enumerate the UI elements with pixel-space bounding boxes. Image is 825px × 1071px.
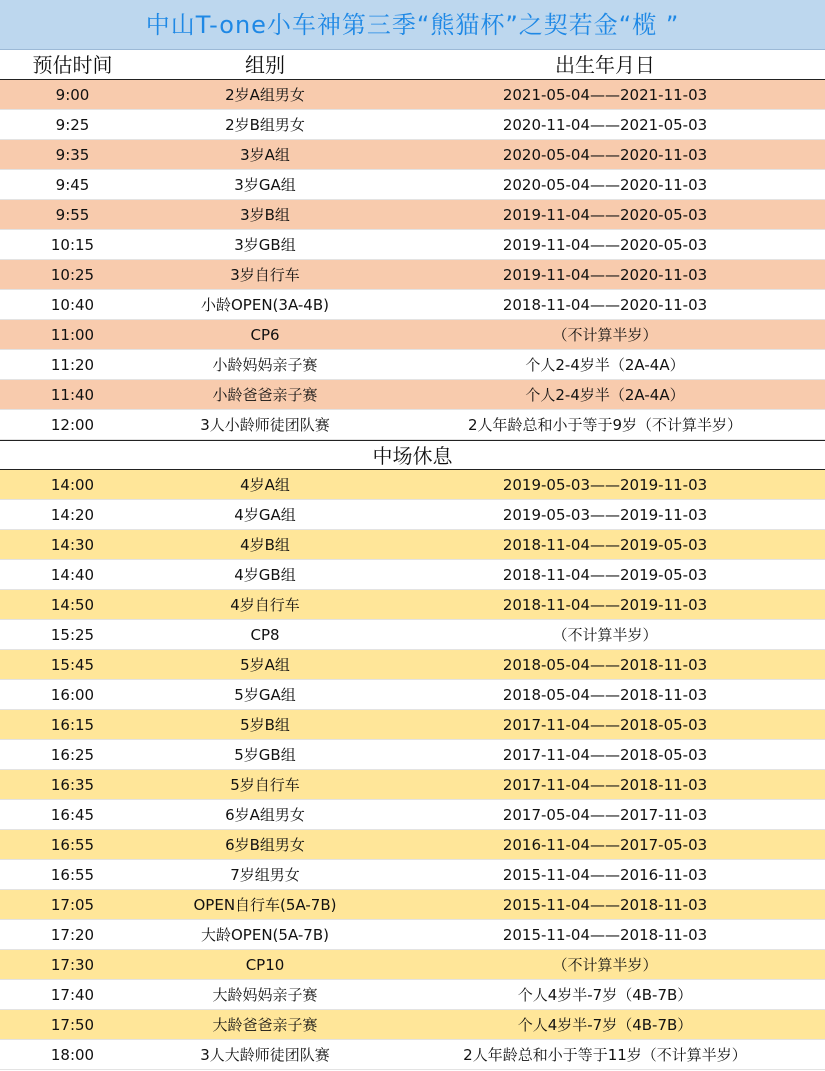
- row-time: 9:45: [55, 176, 90, 194]
- row-birth: 2017-05-04——2017-11-03: [502, 806, 708, 824]
- row-group: 3岁B组: [240, 206, 290, 224]
- row-birth: 2018-11-04——2019-11-03: [502, 596, 708, 614]
- row-group: 小龄OPEN(3A-4B): [201, 296, 329, 314]
- row-time: 14:20: [50, 506, 95, 524]
- row-time: 17:05: [50, 896, 95, 914]
- row-birth: 2020-05-04——2020-11-03: [502, 176, 708, 194]
- row-time: 17:40: [50, 986, 95, 1004]
- row-birth: 2021-05-04——2021-11-03: [502, 86, 708, 104]
- row-group: 大龄爸爸亲子赛: [212, 1016, 318, 1034]
- row-time: 16:15: [50, 716, 95, 734]
- row-birth: 2018-11-04——2019-05-03: [502, 536, 708, 554]
- row-birth: 个人4岁半-7岁（4B-7B）: [517, 1016, 693, 1034]
- table-row: [0, 500, 825, 530]
- table-row: [0, 1010, 825, 1040]
- table-row: [0, 110, 825, 140]
- table-row: [0, 950, 825, 980]
- row-time: 14:40: [50, 566, 95, 584]
- row-birth: 个人4岁半-7岁（4B-7B）: [517, 986, 693, 1004]
- row-time: 11:00: [50, 326, 95, 344]
- row-birth: 2016-11-04——2017-05-03: [502, 836, 708, 854]
- row-group: 5岁A组: [240, 656, 290, 674]
- row-time: 10:25: [50, 266, 95, 284]
- table-row: [0, 590, 825, 620]
- row-birth: 2人年龄总和小于等于11岁（不计算半岁）: [463, 1046, 747, 1064]
- row-birth: 2019-05-03——2019-11-03: [502, 506, 708, 524]
- table-row: [0, 800, 825, 830]
- row-group: 4岁GB组: [234, 566, 296, 584]
- row-group: CP6: [250, 326, 280, 344]
- row-time: 16:55: [50, 836, 95, 854]
- table-row: [0, 530, 825, 560]
- table-row: [0, 890, 825, 920]
- table-header: [0, 50, 825, 80]
- table-row: [0, 620, 825, 650]
- row-time: 17:20: [50, 926, 95, 944]
- row-time: 10:15: [50, 236, 95, 254]
- header-time: 预估时间: [32, 53, 113, 77]
- row-group: 3岁自行车: [230, 266, 300, 284]
- row-birth: 2015-11-04——2018-11-03: [502, 926, 708, 944]
- table-row: [0, 710, 825, 740]
- table-row: [0, 80, 825, 110]
- row-time: 9:00: [55, 86, 90, 104]
- row-time: 11:20: [50, 356, 95, 374]
- row-birth: 2019-11-04——2020-05-03: [502, 236, 708, 254]
- row-group: 小龄妈妈亲子赛: [212, 356, 318, 374]
- row-group: 大龄妈妈亲子赛: [212, 986, 318, 1004]
- row-time: 15:45: [50, 656, 95, 674]
- row-group: 4岁A组: [240, 476, 290, 494]
- header-birth: 出生年月日: [555, 53, 655, 77]
- table-row: [0, 410, 825, 440]
- row-birth: 2018-05-04——2018-11-03: [502, 656, 708, 674]
- row-group: 3人大龄师徒团队赛: [200, 1046, 330, 1064]
- table-row: [0, 830, 825, 860]
- table-row: [0, 860, 825, 890]
- row-time: 17:50: [50, 1016, 95, 1034]
- row-group: 3人小龄师徒团队赛: [200, 416, 330, 434]
- row-group: 4岁B组: [240, 536, 290, 554]
- row-time: 14:50: [50, 596, 95, 614]
- table-row: [0, 740, 825, 770]
- table-row: [0, 560, 825, 590]
- row-group: 4岁GA组: [234, 506, 296, 524]
- row-group: 5岁自行车: [230, 776, 300, 794]
- row-birth: 个人2-4岁半（2A-4A）: [525, 356, 685, 374]
- header-group: 组别: [245, 53, 285, 77]
- table-row: [0, 770, 825, 800]
- row-time: 12:00: [50, 416, 95, 434]
- table-row: [0, 1040, 825, 1070]
- row-time: 14:00: [50, 476, 95, 494]
- row-group: 6岁B组男女: [225, 836, 305, 854]
- table-row: [0, 200, 825, 230]
- row-birth: 2019-11-04——2020-11-03: [502, 266, 708, 284]
- row-birth: 2015-11-04——2018-11-03: [502, 896, 708, 914]
- row-birth: 2020-05-04——2020-11-03: [502, 146, 708, 164]
- row-group: 3岁GB组: [234, 236, 296, 254]
- row-group: 3岁A组: [240, 146, 290, 164]
- table-row: [0, 380, 825, 410]
- table-row: [0, 650, 825, 680]
- table-row: [0, 470, 825, 500]
- row-time: 16:00: [50, 686, 95, 704]
- row-time: 9:35: [55, 146, 90, 164]
- row-birth: 2020-11-04——2021-05-03: [502, 116, 708, 134]
- row-group: 4岁自行车: [230, 596, 300, 614]
- table-row: [0, 320, 825, 350]
- row-birth: （不计算半岁）: [552, 626, 658, 644]
- row-time: 16:25: [50, 746, 95, 764]
- row-group: 2岁A组男女: [225, 86, 305, 104]
- row-birth: 2017-11-04——2018-05-03: [502, 716, 708, 734]
- row-group: 5岁GB组: [234, 746, 296, 764]
- row-group: CP8: [250, 626, 280, 644]
- row-time: 15:25: [50, 626, 95, 644]
- row-group: 5岁B组: [240, 716, 290, 734]
- table-row: [0, 980, 825, 1010]
- row-time: 16:45: [50, 806, 95, 824]
- table-row: [0, 920, 825, 950]
- row-birth: 2018-11-04——2019-05-03: [502, 566, 708, 584]
- row-birth: 2人年龄总和小于等于9岁（不计算半岁）: [467, 416, 743, 434]
- row-group: 2岁B组男女: [225, 116, 305, 134]
- row-time: 11:40: [50, 386, 95, 404]
- row-time: 10:40: [50, 296, 95, 314]
- row-birth: 2019-11-04——2020-05-03: [502, 206, 708, 224]
- row-group: 小龄爸爸亲子赛: [212, 386, 318, 404]
- page-title: 中山T-one小车神第三季“熊猫杯”之契若金“榄 ”: [0, 0, 825, 50]
- row-birth: 2019-05-03——2019-11-03: [502, 476, 708, 494]
- row-birth: 2015-11-04——2016-11-03: [502, 866, 708, 884]
- row-group: CP10: [245, 956, 285, 974]
- table-row: [0, 350, 825, 380]
- row-time: 16:55: [50, 866, 95, 884]
- row-birth: （不计算半岁）: [552, 956, 658, 974]
- row-birth: 2018-11-04——2020-11-03: [502, 296, 708, 314]
- row-time: 16:35: [50, 776, 95, 794]
- row-birth: 2017-11-04——2018-05-03: [502, 746, 708, 764]
- table-row: [0, 170, 825, 200]
- row-group: 7岁组男女: [230, 866, 300, 884]
- row-time: 9:55: [55, 206, 90, 224]
- table-row: [0, 140, 825, 170]
- row-time: 9:25: [55, 116, 90, 134]
- row-birth: 2018-05-04——2018-11-03: [502, 686, 708, 704]
- row-birth: 个人2-4岁半（2A-4A）: [525, 386, 685, 404]
- row-group: 5岁GA组: [234, 686, 296, 704]
- table-row: [0, 680, 825, 710]
- table-row: [0, 290, 825, 320]
- row-group: 6岁A组男女: [225, 806, 305, 824]
- row-group: 大龄OPEN(5A-7B): [201, 926, 329, 944]
- row-time: 17:30: [50, 956, 95, 974]
- table-row: [0, 230, 825, 260]
- row-group: OPEN自行车(5A-7B): [193, 896, 337, 914]
- table-row: [0, 260, 825, 290]
- row-group: 3岁GA组: [234, 176, 296, 194]
- break-divider: 中场休息: [0, 440, 825, 470]
- row-birth: 2017-11-04——2018-11-03: [502, 776, 708, 794]
- row-time: 18:00: [50, 1046, 95, 1064]
- row-birth: （不计算半岁）: [552, 326, 658, 344]
- row-time: 14:30: [50, 536, 95, 554]
